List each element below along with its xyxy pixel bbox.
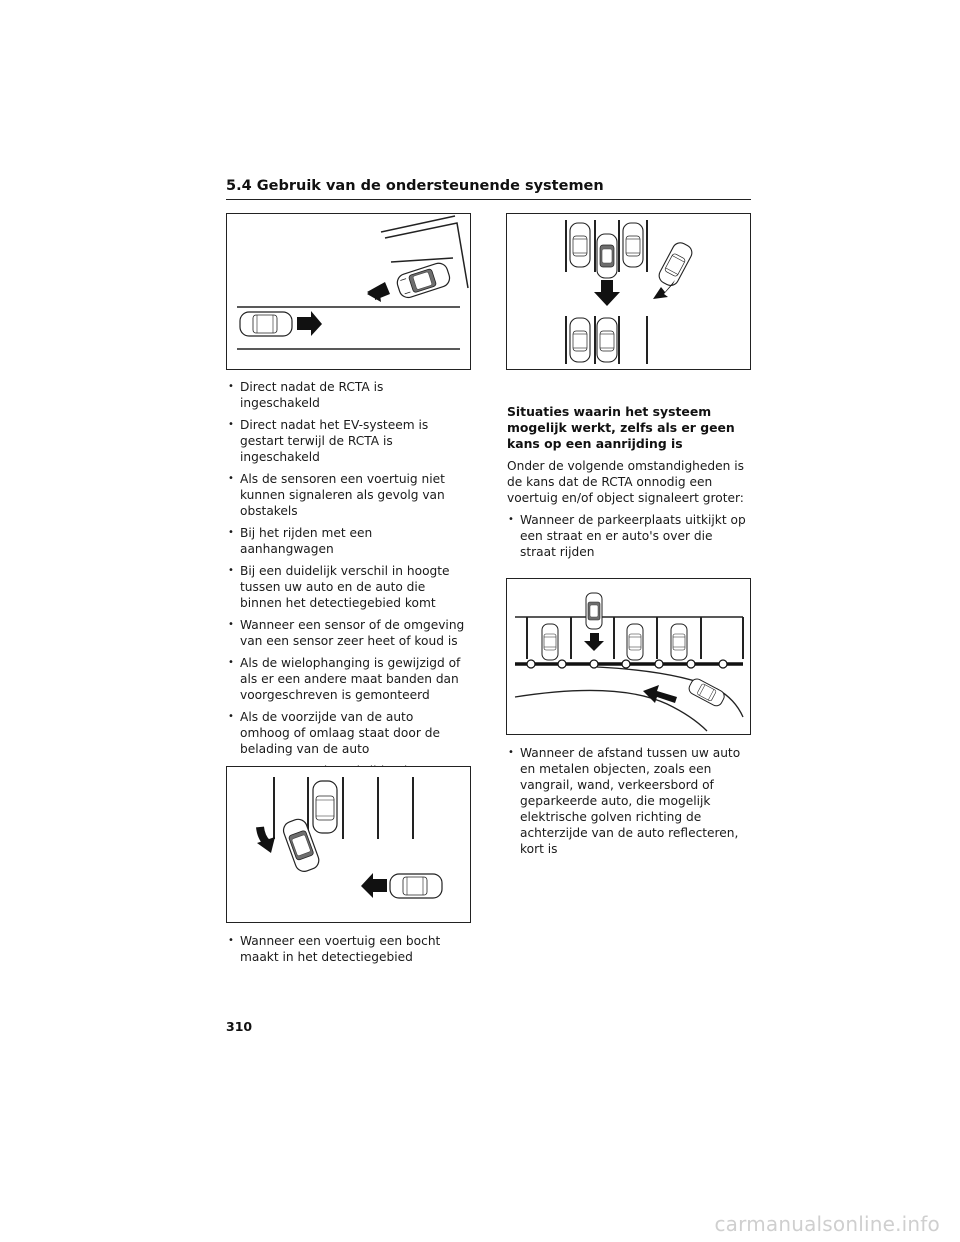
- list-item: • Als de sensoren een voertuig niet kunnen signaleren als gevolg van obstakels: [228, 471, 466, 519]
- list-item: • Als de wielophanging is gewijzigd of als er een andere maat banden dan voorgeschreven is gemonteerd: [228, 655, 466, 703]
- intro-paragraph: Onder de volgende omstandigheden is de kans dat de RCTA onnodig een voertuig en/of object signaleert groter:: [507, 459, 744, 505]
- conditions-list-left: [228, 379, 466, 801]
- figure-reverse-angled-parking: [226, 213, 471, 370]
- page-number: 310: [226, 1019, 253, 1034]
- conditions-list-right: [508, 512, 752, 566]
- list-item: • Direct nadat het EV-systeem is gestart terwijl de RCTA is ingeschakeld: [228, 417, 466, 465]
- list-item: • Direct nadat de RCTA is ingeschakeld: [228, 379, 466, 411]
- figure-parking-by-street: [506, 578, 751, 735]
- watermark: carmanualsonline.info: [714, 1212, 940, 1236]
- conditions-list-left-bottom: [228, 933, 466, 971]
- list-item: • Bij het rijden met een aanhangwagen: [228, 525, 466, 557]
- list-item: • Bij een duidelijk verschil in hoogte tussen uw auto en de auto die binnen het detectiegebied komt: [228, 563, 466, 611]
- conditions-list-right-bottom: [508, 745, 752, 863]
- section-subheading: Situaties waarin het systeem mogelijk werkt, zelfs als er geen kans op een aanrijding is: [507, 404, 735, 451]
- figure-reverse-turn: [226, 766, 471, 923]
- list-item: • Wanneer een sensor of de omgeving van een sensor zeer heet of koud is: [228, 617, 466, 649]
- list-item: • Als de voorzijde van de auto omhoog of omlaag staat door de belading van de auto: [228, 709, 466, 757]
- title-divider: [226, 199, 751, 200]
- section-title: 5.4 Gebruik van de ondersteunende systemen: [226, 178, 604, 194]
- list-item: • Wanneer de afstand tussen uw auto en metalen objecten, zoals een vangrail, wand, verkeersbord of geparkeerde auto, die mogelijk elektrische golven richting de achterzijde van de auto reflecteren, kort is: [508, 745, 752, 857]
- list-item: • Wanneer de parkeerplaats uitkijkt op een straat en er auto's over die straat rijden: [508, 512, 752, 560]
- list-item: • Wanneer een voertuig een bocht maakt in het detectiegebied: [228, 933, 466, 965]
- figure-parking-lot-turning: [506, 213, 751, 370]
